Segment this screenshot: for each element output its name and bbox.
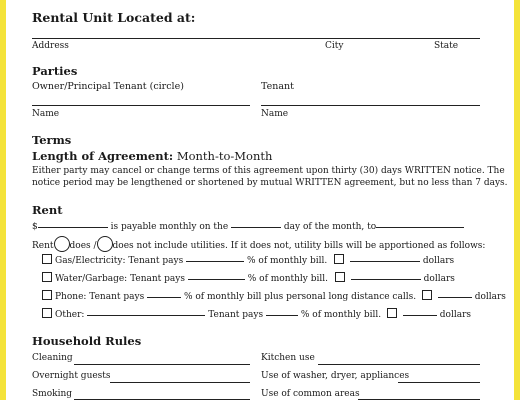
water-label: Water/Garbage: Tenant pays	[55, 274, 185, 284]
phone-checkbox[interactable]	[42, 290, 52, 300]
rent-day-blank[interactable]	[231, 227, 281, 228]
other-tenant-text: Tenant pays	[208, 310, 264, 320]
day-of-month-text: day of the month, to	[283, 222, 377, 232]
washer-line[interactable]	[398, 382, 480, 383]
kitchen-label: Kitchen use	[261, 353, 315, 363]
tenant-label: Tenant	[261, 81, 294, 92]
phone-dollars-blank[interactable]	[438, 297, 472, 298]
phone-label: Phone: Tenant pays	[55, 292, 145, 302]
kitchen-line[interactable]	[318, 364, 480, 365]
guests-label: Overnight guests	[32, 371, 111, 381]
gas-label: Gas/Electricity: Tenant pays	[55, 256, 184, 266]
state-label: State	[434, 41, 459, 51]
gas-dollars-blank[interactable]	[350, 261, 420, 262]
name-label-left: Name	[32, 109, 60, 119]
household-rules-heading: Household Rules	[32, 334, 142, 348]
water-percent-blank[interactable]	[188, 279, 245, 280]
does-circle-option[interactable]	[54, 236, 70, 252]
other-checkbox[interactable]	[42, 308, 52, 318]
terms-heading: Terms	[32, 133, 72, 147]
terms-text-line-2: notice period may be lengthened or shortened by mutual WRITTEN agreement, but no less than 7 days.	[32, 178, 508, 188]
rent-utilities-line: Rent does / does not include utilities. If it does not, utility bills will be apportioned as follows:	[32, 236, 485, 252]
rent-payable-line	[32, 222, 464, 232]
rental-agreement-page	[6, 0, 514, 400]
parties-heading: Parties	[32, 64, 78, 78]
phone-row	[42, 290, 506, 302]
cleaning-label: Cleaning	[32, 353, 73, 363]
rental-unit-title: Rental Unit Located at:	[32, 10, 196, 25]
common-areas-label: Use of common areas	[261, 389, 360, 399]
other-dollars-checkbox[interactable]	[387, 308, 397, 318]
rent-amount-blank[interactable]	[38, 227, 108, 228]
name-label-right: Name	[261, 109, 289, 119]
address-line[interactable]	[32, 38, 480, 39]
does-text: does	[69, 241, 91, 251]
water-dollars-checkbox[interactable]	[335, 272, 345, 282]
water-percent-text: % of monthly bill.	[247, 274, 329, 284]
length-label: Length of Agreement:	[32, 149, 174, 163]
phone-percent-blank[interactable]	[147, 297, 181, 298]
gas-percent-blank[interactable]	[186, 261, 244, 262]
gas-row	[42, 254, 454, 266]
cleaning-line[interactable]	[74, 364, 250, 365]
does-not-text: does not include utilities. If it does not, utility bills will be apportioned as follows:	[112, 241, 486, 251]
other-percent-blank[interactable]	[266, 315, 298, 316]
gas-percent-text: % of monthly bill.	[246, 256, 328, 266]
does-not-circle-option[interactable]	[97, 236, 113, 252]
phone-dollars-checkbox[interactable]	[422, 290, 432, 300]
other-dollars-blank[interactable]	[403, 315, 437, 316]
other-row	[42, 308, 471, 320]
other-dollars-text: dollars	[439, 310, 471, 320]
gas-checkbox[interactable]	[42, 254, 52, 264]
other-percent-text: % of monthly bill.	[300, 310, 382, 320]
payable-text: is payable monthly on the	[110, 222, 229, 232]
tenant-name-line[interactable]	[261, 105, 480, 106]
washer-label: Use of washer, dryer, appliances	[261, 371, 410, 381]
owner-label: Owner/Principal Tenant (circle)	[32, 81, 184, 92]
address-label: Address	[32, 41, 69, 51]
smoking-label: Smoking	[32, 389, 73, 399]
water-checkbox[interactable]	[42, 272, 52, 282]
water-dollars-blank[interactable]	[351, 279, 421, 280]
other-label: Other:	[55, 310, 85, 320]
rent-payee-blank[interactable]	[376, 227, 464, 228]
other-description-blank[interactable]	[87, 315, 205, 316]
owner-name-line[interactable]	[32, 105, 250, 106]
phone-dollars-text: dollars	[474, 292, 506, 302]
gas-dollars-checkbox[interactable]	[334, 254, 344, 264]
guests-line[interactable]	[110, 382, 250, 383]
terms-text-line-1: Either party may cancel or change terms of this agreement upon thirty (30) days WRITTEN notice. The	[32, 166, 505, 176]
gas-dollars-text: dollars	[422, 256, 455, 266]
rent-heading: Rent	[32, 203, 63, 217]
water-dollars-text: dollars	[423, 274, 455, 284]
phone-percent-text: % of monthly bill plus personal long distance calls.	[183, 292, 417, 302]
dollar-sign: $	[32, 222, 38, 232]
water-row	[42, 272, 455, 284]
rent-word: Rent	[32, 241, 54, 251]
length-value: Month-to-Month	[176, 149, 273, 163]
length-of-agreement	[32, 149, 272, 163]
city-label: City	[325, 41, 344, 51]
